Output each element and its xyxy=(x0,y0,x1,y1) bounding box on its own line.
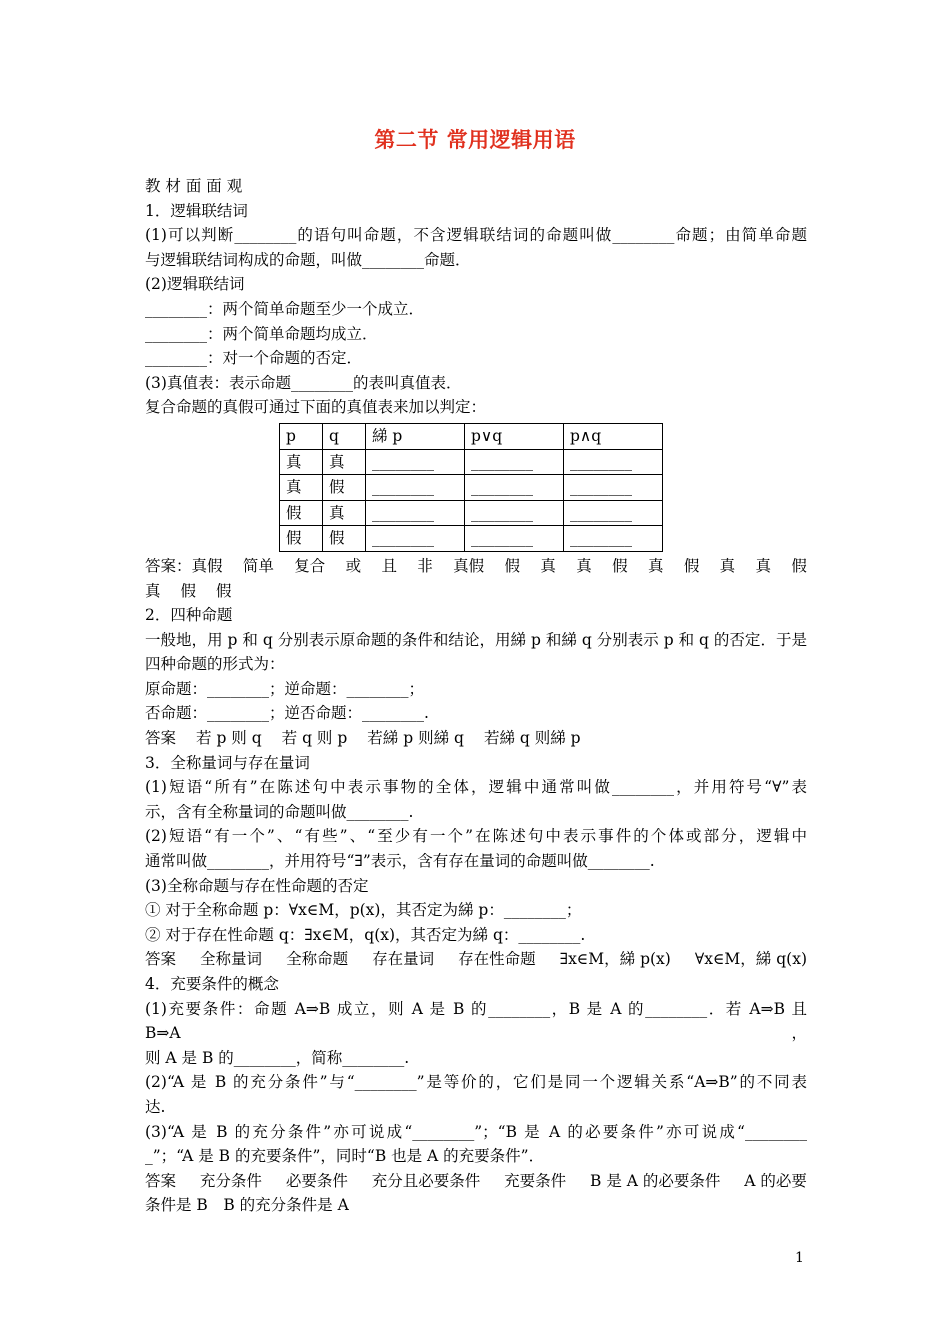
s1-not-line: ________：对一个命题的否定． xyxy=(145,349,363,368)
s1-and-line: ________：两个简单命题均成立． xyxy=(145,324,378,343)
s1-para4: 复合命题的真假可通过下面的真值表来加以判定： xyxy=(145,398,487,417)
answer-item: 复合 xyxy=(294,556,326,575)
s3-para2-line1: (2)短语“有一个”、“有些”、“至少有一个”在陈述句中表示事件的个体或部分，逻辑中 xyxy=(145,827,807,846)
answer-item: 充要条件 xyxy=(504,1171,567,1190)
answer-item: 存在性命题 xyxy=(458,950,536,969)
answer-item: 真 xyxy=(755,556,772,575)
table-cell: 假 xyxy=(280,526,323,552)
header-cell: 綈 p xyxy=(366,423,465,449)
answer-item: 存在量词 xyxy=(372,950,435,969)
document-body xyxy=(145,174,807,1218)
s1-para3: (3)真值表：表示命题________的表叫真值表． xyxy=(145,373,462,392)
answer-item: 真 xyxy=(719,556,736,575)
table-cell: ________ xyxy=(366,475,465,501)
s4-answer-line2: 条件是 B B 的充分条件是 A xyxy=(145,1196,349,1215)
table-row xyxy=(280,449,663,475)
s1-heading: 1．逻辑联结词 xyxy=(145,201,248,220)
table-cell: 假 xyxy=(323,526,366,552)
table-cell: ________ xyxy=(564,500,663,526)
s3-para1-line2: 示，含有全称量词的命题叫做________. xyxy=(145,802,414,821)
answer-item: 答案 xyxy=(145,729,177,748)
answer-item: 假 xyxy=(180,581,197,600)
s3-para3b: ② 对于存在性命题 q：∃x∈M，q(x)，其否定为綈 q：________. xyxy=(145,925,586,944)
table-cell: ________ xyxy=(564,475,663,501)
answer-item: 假 xyxy=(612,556,628,575)
answer-item: 若 p 则 q xyxy=(196,729,262,748)
answer-item: 答案 xyxy=(145,1171,177,1190)
header-cell: p∨q xyxy=(465,423,564,449)
header-cell: p∧q xyxy=(564,423,663,449)
s2-para1-line2: 四种命题的形式为： xyxy=(145,655,285,674)
answer-item: 充分且必要条件 xyxy=(371,1171,481,1190)
header-cell: p xyxy=(280,423,323,449)
table-cell: 真 xyxy=(280,475,323,501)
answer-item: 答案 xyxy=(145,950,177,969)
table-row xyxy=(280,526,663,552)
answer-item: 假 xyxy=(504,556,521,575)
s4-heading: 4．充要条件的概念 xyxy=(145,975,279,993)
answer-item: 真 xyxy=(145,581,161,600)
answer-item: 真 xyxy=(540,556,556,575)
s2-heading: 2．四种命题 xyxy=(145,606,233,625)
s3-para3: (3)全称命题与存在性命题的否定 xyxy=(145,876,369,895)
section-heading: 教 材 面 面 观 xyxy=(145,177,243,195)
s1-para2: (2)逻辑联结词 xyxy=(145,275,245,294)
table-cell: ________ xyxy=(465,526,564,552)
page-number: 1 xyxy=(795,1250,804,1266)
answer-item: 答案：真假 xyxy=(145,556,223,575)
s1-or-line: ________：两个简单命题至少一个成立． xyxy=(145,299,425,318)
s2-para1-line1: 一般地，用 p 和 q 分别表示原命题的条件和结论，用綈 p 和綈 q 分别表示 p 和 q 的否定．于是 xyxy=(145,630,807,649)
s1-para1-line2: 与逻辑联结词构成的命题，叫做________命题． xyxy=(145,250,471,269)
s4-para1-line2: 则 A 是 B 的________，简称________. xyxy=(145,1048,410,1067)
table-cell: ________ xyxy=(465,475,564,501)
truth-table xyxy=(279,423,663,552)
s1-answer-line1 xyxy=(145,554,807,579)
table-cell: ________ xyxy=(366,526,465,552)
table-cell: ________ xyxy=(366,449,465,475)
answer-item: 真假 xyxy=(453,556,485,575)
s3-para3a: ① 对于全称命题 p：∀x∈M，p(x)，其否定为綈 p：________； xyxy=(145,901,582,920)
answer-item: A 的必要 xyxy=(744,1171,807,1190)
s2-answer xyxy=(145,726,807,751)
answer-item: 真 xyxy=(647,556,664,575)
answer-item: 若 q 则 p xyxy=(281,729,348,748)
s4-answer-line1 xyxy=(145,1169,807,1194)
answer-item: 若綈 q 则綈 p xyxy=(483,729,581,748)
table-row xyxy=(280,500,663,526)
answer-item: 若綈 p 则綈 q xyxy=(367,729,464,748)
s2-line-b: 否命题：________；逆否命题：________. xyxy=(145,704,429,723)
answer-item: B 是 A 的必要条件 xyxy=(590,1171,721,1190)
s3-para2-line2: 通常叫做________，并用符号“∃”表示，含有存在量词的命题叫做________. xyxy=(145,852,655,871)
s2-line-a: 原命题：________；逆命题：________； xyxy=(145,679,425,698)
answer-item: 全称量词 xyxy=(200,950,263,969)
truth-table-header xyxy=(280,423,663,449)
table-cell: 真 xyxy=(280,449,323,475)
s4-para3-line2: _”；“A 是 B 的充要条件”，同时“B 也是 A 的充要条件”． xyxy=(145,1147,545,1166)
table-cell: ________ xyxy=(465,500,564,526)
answer-item: 必要条件 xyxy=(285,1171,348,1190)
answer-item: 非 xyxy=(417,556,433,575)
s4-para1-line1: (1)充要条件：命题 A⇒B 成立，则 A 是 B 的________，B 是 A 的________．若 A⇒B 且 B⇒A， xyxy=(145,999,807,1043)
answer-item: 假 xyxy=(791,556,807,575)
s4-para3-line1: (3)“A 是 B 的充分条件”亦可说成“________”；“B 是 A 的必要条件”亦可说成“________ xyxy=(145,1122,807,1141)
s1-answer-line2 xyxy=(145,579,807,604)
table-cell: ________ xyxy=(564,449,663,475)
table-row xyxy=(280,475,663,501)
answer-item: 或 xyxy=(345,556,362,575)
s1-para1-line1: (1)可以判断________的语句叫命题，不含逻辑联结词的命题叫做________命题；由简单命题 xyxy=(145,226,807,245)
answer-item: 简单 xyxy=(242,556,274,575)
answer-item: 且 xyxy=(381,556,397,575)
s3-answer xyxy=(145,947,807,972)
table-cell: ________ xyxy=(465,449,564,475)
page-title: 第二节 常用逻辑用语 xyxy=(374,127,576,152)
s3-para1-line1: (1)短语“所有”在陈述句中表示事物的全体，逻辑中通常叫做________，并用符号“∀”表 xyxy=(145,778,807,797)
s3-heading: 3．全称量词与存在量词 xyxy=(145,753,310,772)
answer-item: ∃x∈M，綈 p(x) xyxy=(559,950,671,969)
answer-item: 全称命题 xyxy=(286,950,349,969)
table-cell: ________ xyxy=(366,500,465,526)
table-cell: 假 xyxy=(323,475,366,501)
answer-item: 真 xyxy=(576,556,592,575)
answer-item: 假 xyxy=(683,556,700,575)
table-cell: 真 xyxy=(323,449,366,475)
answer-item: 充分条件 xyxy=(199,1171,262,1190)
answer-item: ∀x∈M，綈 q(x) xyxy=(694,950,807,969)
table-cell: 真 xyxy=(323,500,366,526)
s4-para2-line1: (2)“A 是 B 的充分条件”与“________”是等价的，它们是同一个逻辑关系“A⇒B”的不同表 xyxy=(145,1073,807,1092)
s4-para2-line2: 达. xyxy=(145,1097,166,1116)
table-cell: 假 xyxy=(280,500,323,526)
answer-item: 假 xyxy=(216,581,232,600)
table-cell: ________ xyxy=(564,526,663,552)
header-cell: q xyxy=(323,423,366,449)
